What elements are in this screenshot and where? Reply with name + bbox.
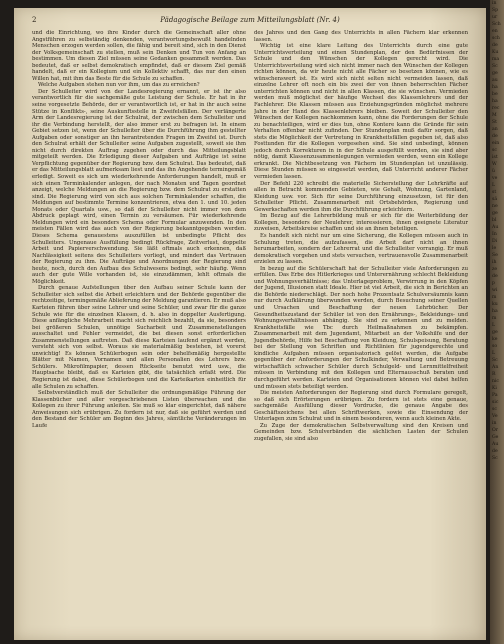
adjacent-page-fragment: In bbox=[492, 232, 497, 237]
adjacent-page-fragment: An bbox=[492, 365, 499, 370]
text-columns bbox=[32, 30, 468, 630]
paragraph: Der Befehl 220 schreibt die materielle Sicherstellung der Lehrkräfte auf allen in Betracht kommenden Gebieten, wie Gehalt, Wohnung, Gartenland, Kleidung usw. vor. Sich für seine Durchführung einzusetzen, ist für den Schulleiter Pflicht. Zusammenarbeit mit Ortsbehörden, Regierung und Gewerkschaften werden ihm die Durchführung erleichtern. bbox=[254, 180, 468, 213]
adjacent-page-fragment: de bbox=[492, 134, 498, 139]
adjacent-page-fragment: sch bbox=[492, 36, 500, 41]
adjacent-page-fragment: L bbox=[492, 351, 496, 356]
adjacent-page-fragment: ne bbox=[492, 204, 498, 209]
adjacent-page-fragment: W bbox=[492, 162, 497, 167]
adjacent-page-fragment: Ge bbox=[492, 435, 499, 440]
paragraph: Im Bezug auf die Lehrerbildung muß er sich für die Weiterbildung der Kollegen, besonders der Neulehrer, interessieren, ihnen geeignete Literatur zuweisen, Arbeitskreise schaffen und sie an ihnen beteiligen. bbox=[254, 213, 468, 233]
adjacent-page-fragment: ze bbox=[492, 267, 498, 272]
paragraph: Zu Zuge der demokratischen Selbstverwaltung sind den Kreisen und Gemeinden bzw. Schulverbänden die sächlichen Lasten der Schulen zugefallen, sie sind also bbox=[254, 422, 468, 442]
left-column bbox=[32, 30, 246, 630]
adjacent-page-fragment: be bbox=[492, 92, 498, 97]
adjacent-page-fragment: Di bbox=[492, 239, 498, 244]
adjacent-page-fragment: Sc bbox=[492, 358, 498, 363]
adjacent-page-fragment: nic bbox=[492, 379, 500, 384]
paragraph: und die Einrichtung, wo ihre Kinder durch die Gemeinschaft aller ohne Angstführen zu selbständig denkenden, verantwortungsbewußt handelnden Menschen erzogen werden sollen, die fähig und bereit sind, sich in den Dienst der Volksgemeinschaft zu stellen, muß sein Denken und Tun von Anfang an bestimmen. Um diesen Ziel müssen seine Gedanken gesammelt werden. Das bedeutet, daß er selbst demokratisch empfindet, daß er diesem Ziel gemäß handelt, daß er ein Kollegium und ein Kollektiv schafft, das nur den einen Willen hat, mit ihm das Beste für die Schule zu schaffen. bbox=[32, 30, 246, 82]
adjacent-page-fragment: Sp bbox=[492, 8, 499, 13]
adjacent-page-fragment: ma bbox=[492, 57, 500, 62]
adjacent-page-fragment: en bbox=[492, 29, 498, 34]
adjacent-page-fragment: Pa bbox=[492, 393, 498, 398]
adjacent-page-fragment: ha bbox=[492, 99, 498, 104]
paragraph: In bezug auf die Schülerschaft hat der Schulleiter viele Anforderungen zu erfüllen. Das Erbe des Hitlerkrieges und Unterernährung schlecht Bekleidung und Wohnungsverhältnisse; das Unterlageproblem, Verwirrung in den Köpfen der Jugend, Illusionen statt Ideale. Hier ist viel Arbeit, die sich in Berichten an die Behörde niederschlägt. Der noch hohe Prozentsatz Schulversäumnis kann nur durch Aufklärung überwunden werden, durch Besuchung seiner Quellen und Ursachen und Beschaffung der neuen Lehrbücher. Der Gesundheitszustand der Schüler ist von den Ernährungs-, Bekleidungs- und Wohnungsverhältnissen abhängig. Sie sind zu erkennen und zu melden. Krankheitsfälle wie Tbc durch Heilmaßnahmen zu bekämpfen. Zusammenarbeit mit dem Jugendamt, Mitarbeit an der Volkshilfe und der Jugendbehörde, Hilfe bei Beschaffung von Kleidung, Schulspeisung, Beratung bei der Stellung von Schriften und Richtlinien für jugendgerechte und kindliche Aufgaben müssen organisatorisch gelöst werden, die Aufgabe gegenüber der Anforderungen der Schulkinder, Verwaltung und Betreuung wirtschaftlich schwacher Schüler durch Schulgeld- und Lernmittelfreiheit müssen in Verbindung mit den Kollegen und Elternausschuß beraten und durchgeführt werden. Karteien und Organisationen können viel dabei helfen und müssen stets beteiligt werden. bbox=[254, 265, 468, 390]
paragraph: Die meisten Anforderungen der Regierung sind durch Formulare geregelt, so daß sich Erörterungen erübrigen. Zu fordern ist stets eine genaue, sachgemäße Ausfüllung dieser Vordrucke, die genaue Angabe des Geschäftszeichens bei allen Schriftwerken, sowie die Einsendung der Unterlagen zum Schulrat und in einem besonderen, wenn auch kleinen Akte. bbox=[254, 390, 468, 423]
adjacent-page-fragment: ha bbox=[492, 309, 498, 314]
adjacent-page-fragment: Sc bbox=[492, 64, 498, 69]
page-header bbox=[32, 16, 468, 28]
adjacent-page-fragment: Ve bbox=[492, 414, 498, 419]
adjacent-page-fragment: Ku bbox=[492, 50, 499, 55]
adjacent-page-fragment: ku bbox=[492, 302, 498, 307]
adjacent-page-fragment: ih bbox=[492, 260, 497, 265]
adjacent-page-fragment: le bbox=[492, 246, 497, 251]
adjacent-page-fragment: Sch bbox=[492, 22, 501, 27]
adjacent-page-fragment: de bbox=[492, 43, 498, 48]
adjacent-page-fragment: ein bbox=[492, 141, 500, 146]
adjacent-page-fragment: m bbox=[492, 316, 497, 321]
adjacent-page-fragment: L bbox=[492, 183, 496, 188]
adjacent-page-fragment: Ki bbox=[492, 386, 497, 391]
adjacent-page-fragment: M bbox=[492, 113, 497, 118]
adjacent-page-fragment: an bbox=[492, 127, 498, 132]
adjacent-page-fragment: in bbox=[492, 1, 497, 6]
adjacent-page-fragment: ur bbox=[492, 15, 498, 20]
adjacent-page-fragment: ge bbox=[492, 330, 498, 335]
adjacent-page-fragment: Sc bbox=[492, 456, 498, 461]
adjacent-page-fragment: de bbox=[492, 449, 498, 454]
adjacent-page-fragment: de bbox=[492, 274, 498, 279]
adjacent-page-fragment: ke bbox=[492, 337, 498, 342]
adjacent-page-edge bbox=[490, 0, 504, 644]
adjacent-page-fragment: ge bbox=[492, 71, 498, 76]
adjacent-page-fragment: St bbox=[492, 120, 497, 125]
adjacent-page-fragment: L bbox=[492, 323, 496, 328]
paragraph: Selbstverständlich muß der Schulleiter die ordnungsmäßige Führung der Klassenbücher und aller vorgeschriebenen Listen überwachen und die Kollegen zu ihrer Führung anleiten. Sie muß so klar eingerichtet, daß nähere Anweisungen sich erübrigen. Zu fordern ist nur, daß sie geführt werden und den Bestand der Schüler am Beginn des Jahres, sämtliche Veränderungen im Laufe bbox=[32, 390, 246, 429]
paragraph: Wichtig ist eine klare Leitung des Unterrichts durch eine gute Unterrichtsverteilung und einen Stundenplan, der den Bedürfnissen der Schule und den Wünschen der Kollegen gerecht wird. Die Unterrichtsverteilung wird sich nicht immer nach den Wünschen der Kollegen richten können, da wir heute nicht alle Fächer so besetzen können, wie es wünschenswert ist. Es wird sich nicht selten nicht vermeiden lassen, daß einzelne Lehrer oft noch ein bis zwei der von ihnen beherrschten Fächer unterrichten können und nicht in allen Klassen, die sie wünschen. Vermieden werden muß möglichst der häufige Wechsel des Klassenlehrers und der Fachlehrer. Die Klassen müssen aus Erziehungsgründen möglichst mehrere Jahre in der Hand des Klassenlehrers bleiben. Soweit der Schulleiter den Wünschen der Kollegen nachkommen kann, ohne die Forderungen der Schule zu benachteiligen, wird er dies tun, ohne Kontere kann die Gründe für sein Verhalten offenbar nicht zufinden. Der Stundenplan muß dafür sorgen, daß stets die Möglichkeit der Vertretung in Krankheitsfällen gegeben ist, daß also Fosttunden für die Kollegen vorgesehen sind. Sie sind unbedingt, können jedoch durch Korrekturen in in der Schule ausgefüllt werden, sie sind aber nötig, damit Klassenzusammenlegungen vermieden werden, wenn ein Kollege erkrankt. Die Nichtbesetzung von Fächern im Stundenplan ist unzulässig. Diese Stunden müssen so eingesetzt werden, daß Unterricht anderer Fächer vermieden lassen. bbox=[254, 43, 468, 181]
adjacent-page-fragment: st bbox=[492, 190, 497, 195]
adjacent-page-fragment: sc bbox=[492, 148, 497, 153]
adjacent-page-fragment: ü bbox=[492, 169, 495, 174]
adjacent-page-fragment: Se bbox=[492, 253, 498, 258]
paragraph: Der Schulleiter wird von der Landesregierung ernannt, er ist ihr also verantwortlich für die sachgemäße gute Leistung der Schule. Er hat in ihr seine vorgesetzte Behörde, der er verantwortlich ist, er hat in ihr auch seine Stütze in Konflikts-, seine Auskunftsstelle in Zweifelsfällen. Der verlängerte Arm der Landesregierung ist der Schulrat, der zwischen dem Schulleiter und ihr die Verbindung herstellt, der also immer erst zu befragen ist. In einem Gebiet setzen ist, wenn der Schulleiter über die Durchführung ihm gestellter Aufgaben oder sonstiger an ihn herantretenden Fragen im Zweifel ist. Durch den Schulrat erhält der Schulleiter seine Aufgaben zugestellt, soweit sie ihm nicht durch direkten Auftrag zugehen oder durch das Mitteilungsblatt mitgeteilt werden. Die Erledigung dieser Aufgaben und Aufträge ist seine Verpflichtung gegenüber der Regierung bzw. dem Schulrat. Das bedeutet, daß er das Mitteilungsblatt aufmerksam liest und das ihn Angehende termingemäß erledigt. Soweit es sich um wiederkehrende Anforderungen handelt, muß er sich einen Terminkalender anlegen, der nach Monaten und Tagen geordnet anzeigt, welche Meldungen an die Regierung bzw. dem Schulrat zu erstatten sind. Die Regierung wird von sich aus solchen Terminkalender schaffen, die Meldungen auf bestimmte Termine konzentrieren, etwa den 1. und 10. jeden Monats oder Quartals usw., so daß der Schulleiter nicht immer von dem Abdruck geplagt wird, einen Termin zu versäumen. Für wiederkehrende Meldungen wird ein besonders Schema oder Formular anzuwenden. In den meisten Fällen wird das auch von der Regierung bekanntgegeben werden. Dieses Schema genauestens auszufüllen ist unbedingte Pflicht des Schulleiters. Ungenaue Ausfüllung bedingt Rückfrage, Zeitverlust, doppelte Arbeit und Papierverschwendung. Sie läßt oftmals auch erkennen, daß Nachlässigkeit seitens des Schulleiters vorliegt, und mindert das Vertrauen der Regierung zu ihm. Die Aufträge und Anordnungen der Regierung sind heute, noch, durch den Aufbau des Schulwesens bedingt, sehr häufig. Wenn auch der gute Wille vorhanden ist, sie einzudämmen, lehlt oftmals die Möglichkeit. bbox=[32, 88, 246, 285]
adjacent-page-fragment: so bbox=[492, 344, 498, 349]
running-title: Pädagogische Beilage zum Mitteilungsblatt (Nr. 4) bbox=[160, 16, 340, 24]
paragraph: Welche Aufgaben stehen nun vor ihm, um das zu erreichen? bbox=[38, 82, 200, 89]
adjacent-page-fragment: wi bbox=[492, 288, 498, 293]
adjacent-page-fragment: sä bbox=[492, 197, 498, 202]
adjacent-page-fragment: Au bbox=[492, 225, 499, 230]
page-number: 2 bbox=[32, 16, 37, 24]
adjacent-page-fragment: ve bbox=[492, 176, 498, 181]
journal-page bbox=[14, 8, 486, 640]
adjacent-page-fragment: ge bbox=[492, 211, 498, 216]
adjacent-page-fragment: ist bbox=[492, 155, 498, 160]
paragraph: Es handelt sich nicht nur um eine Sicherung, die Kollegen müssen auch in Schulung treten, die aufzufassen, die Arbeit darf nicht an ihnen herumarbeiten, sondern der Lehrerrat und die Schulleiter vorrangig. Er muß demokratisch vorgehen und stets versuchen, vertrauensvolle Zusammenarbeit erzielen zu lassen. bbox=[254, 232, 468, 266]
adjacent-page-fragment: p bbox=[492, 281, 495, 286]
adjacent-page-fragment: sc bbox=[492, 407, 497, 412]
adjacent-page-fragment: bl bbox=[492, 218, 497, 223]
paragraph: Durch genaue Aufstellungen über den Aufbau seiner Schule kann der Schulleiter sich selbst die Arbeit erleichtern und der Behörde gegenüber die rechtzeitige, termingemäße Ablieferung der Meldung garantieren. Er muß also Karteien führen über seine Lehrer und seine Schüler, und zwar für die ganze Schule wie für die einzelnen Klassen, d. h. also in doppelter Ausfertigung. Diese anfängliche Mehrarbeit macht sich reichlich bezahlt, da sie, besonders bei größeren Schulen, unnötige Sucharbeit und Zusammenstellungen ausschaltet und Fehler vermeidet, die bei diesen sonst erforderlichen Zusammenstellungen auftreten. Daß diese Karteien laufend ergänzt werden, versteht sich von selbst. Woraus sie materialmäßig bestehen, ist vorerst unwichtig! Es können Schülerbogen sein oder behelfsmäßig hergestellte Blätter mit Namen, Vornamen und allen Personalien des Lehrers bzw. Schülers. Mikrofilmpapier, dessen Rückseite benutzt wird usw., die Hauptsache bleibt, daß es Karteien gibt, die tatsächlich erfaßt wird. Die Regierung ist dabei, diese Schülerbogen und die Karteikarten einheitlich für alle Schulen zu schaffen. bbox=[32, 285, 246, 390]
adjacent-page-fragment: R bbox=[492, 372, 496, 377]
adjacent-page-fragment: au bbox=[492, 78, 498, 83]
adjacent-page-fragment: sic bbox=[492, 400, 499, 405]
adjacent-page-fragment: in bbox=[492, 421, 497, 426]
adjacent-page-fragment: m bbox=[492, 295, 497, 300]
adjacent-page-fragment: Au bbox=[492, 442, 499, 447]
right-column bbox=[254, 30, 468, 630]
paragraph: des Jahres und den Gang des Unterrichts in allen Fächern klar erkennen lassen. bbox=[254, 30, 468, 43]
adjacent-page-fragment: ha bbox=[492, 85, 498, 90]
adjacent-page-fragment: Or bbox=[492, 428, 498, 433]
adjacent-page-fragment: rec bbox=[492, 106, 500, 111]
